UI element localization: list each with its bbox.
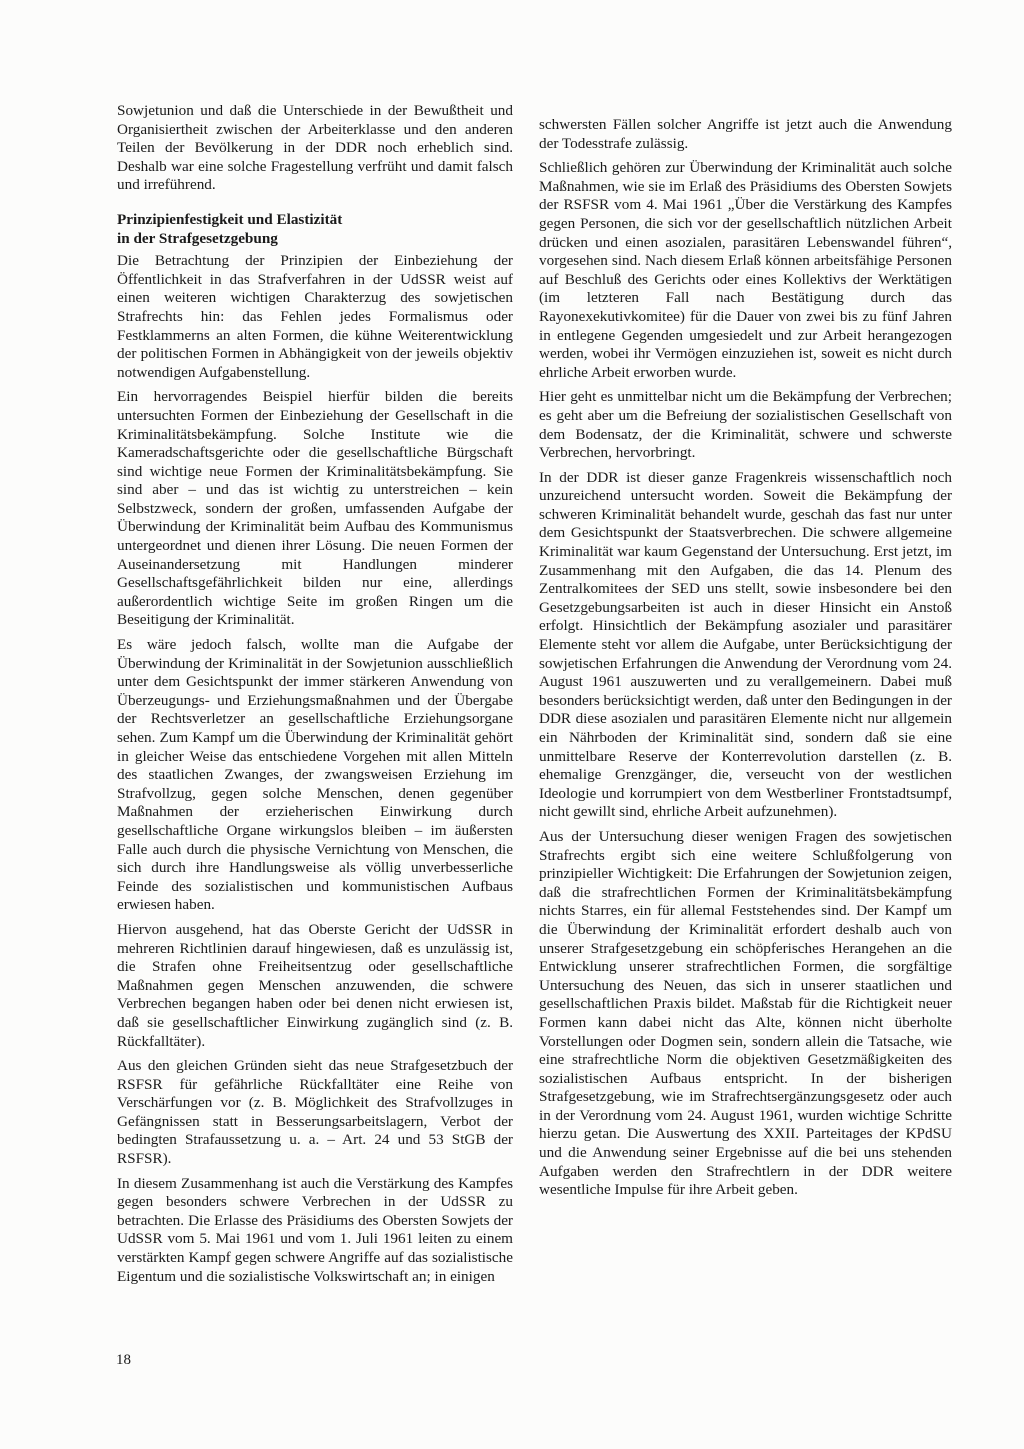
paragraph: Die Betrachtung der Prinzipien der Einbeziehung der Öffentlichkeit in das Strafverfahren in der UdSSR weist auf einen weiteren wichtigen Charakterzug des sowjetischen Strafrechts hin: das Fehlen jedes Formalismus oder Festklammerns an alten Formen, die kühne Weiterentwicklung der politischen Formen in Abhängigkeit von der jeweils objektiv notwendigen Aufgabenstellung. [117, 252, 513, 381]
paragraph: Ein hervorragendes Beispiel hierfür bilden die bereits untersuchten Formen der Einbeziehung der Gesellschaft in die Kriminalitätsbekämpfung. Solche Institute wie die Kameradschaftsgerichte oder die gesellschaftliche Bürgschaft sind wichtige neue Formen der Kriminalitätsbekämpfung. Sie sind aber – und das ist wichtig zu unterstreichen – kein Selbstzweck, sondern der großen, umfassenden Aufgabe der Überwindung der Kriminalität beim Aufbau des Kommunismus untergeordnet und dienen ihrer Lösung. Die neuen Formen der Auseinandersetzung mit Handlungen minderer Gesellschaftsgefährlichkeit bilden nur eine, allerdings außerordentlich wichtige Seite im großen Ringen um die Beseitigung der Kriminalität. [117, 388, 513, 629]
paragraph: Es wäre jedoch falsch, wollte man die Aufgabe der Überwindung der Kriminalität in der Sowjetunion ausschließlich unter dem Gesichtspunkt der immer stärkeren Anwendung von Überzeugungs- und Erziehungsmaßnahmen und der Übergabe der Rechtsverletzer an gesellschaftliche Erziehungsorgane sehen. Zum Kampf um die Überwindung der Kriminalität gehört in gleicher Weise das entschiedene Vorgehen mit allen Mitteln des staatlichen Zwanges, der zwangsweisen Erziehung im Strafvollzug, gegen solche Menschen, denen gegenüber Maßnahmen der erzieherischen Einwirkung durch gesellschaftliche Organe wirkungslos bleiben – im äußersten Falle auch durch die physische Vernichtung von Menschen, die sich durch ihre Handlungsweise als völlig unverbesserliche Feinde des sozialistischen und kommunistischen Aufbaus erwiesen haben. [117, 636, 513, 914]
section-heading-line-1: Prinzipienfestigkeit und Elastizität [117, 210, 343, 228]
paragraph: schwersten Fällen solcher Angriffe ist jetzt auch die Anwendung der Todesstrafe zulässig. [539, 116, 952, 152]
paragraph: Aus der Untersuchung dieser wenigen Fragen des sowjetischen Strafrechts ergibt sich eine weitere Schlußfolgerung von prinzipieller Wichtigkeit: Die Erfahrungen der Sowjetunion zeigen, daß die strafrechtlichen Formen der Kriminalitätsbekämpfung nichts Starres, ein für allemal Feststehendes sind. Der Kampf um die Überwindung der Kriminalität erfordert deshalb auch von unserer Strafgesetzgebung ein schöpferisches Herangehen an die Entwicklung unserer strafrechtlichen Formen, die sorgfältige Untersuchung des Neuen, das sich in unserer staatlichen und gesellschaftlichen Praxis bildet. Maßstab für die Richtigkeit neuer Formen kann dabei nicht das Alte, können nicht überholte Vorstellungen oder Dogmen sein, sondern allein die Tatsache, wie eine strafrechtliche Norm die objektiven Gesetzmäßigkeiten des sozialistischen Aufbaus entspricht. In der bisherigen Strafgesetzgebung, wie im Strafrechtsergänzungsgesetz oder auch in der Verordnung vom 24. August 1961, wurden wichtige Schritte hierzu getan. Die Auswertung des XXII. Parteitages der KPdSU und die Anwendung seiner Ergebnisse auf die bei uns stehenden Aufgaben werden den Strafrechtlern in der DDR weitere wesentliche Impulse für ihre Arbeit geben. [539, 827, 952, 1199]
paragraph: In diesem Zusammenhang ist auch die Verstärkung des Kampfes gegen besonders schwere Verbrechen in der UdSSR zu betrachten. Die Erlasse des Präsidiums des Obersten Sowjets der UdSSR vom 5. Mai 1961 und vom 1. Juli 1961 leiten zu einem verstärkten Kampf gegen schwere Angriffe auf das sozialistische Eigentum und die sozialistische Volkswirtschaft an; in einigen [117, 1174, 513, 1285]
paragraph: In der DDR ist dieser ganze Fragenkreis wissenschaftlich noch unzureichend untersucht worden. Soweit die Bekämpfung der schweren Kriminalität behandelt wurde, geschah das fast nur unter dem Gesichtspunkt der Staatsverbrechen. Die schwere allgemeine Kriminalität war kaum Gegenstand der Untersuchung. Erst jetzt, im Zusammenhang mit den Aufgaben, die das 14. Plenum des Zentralkomitees der SED uns stellt, sowie insbesondere bei den Gesetzgebungsarbeiten ist auch in dieser Hinsicht ein Anstoß erfolgt. Hinsichtlich der Bekämpfung asozialer und parasitärer Elemente steht vor allem die Aufgabe, unter Berücksichtigung der sowjetischen Erfahrungen die Anwendung der Verordnung vom 24. August 1961 auszuwerten und zu verallgemeinern. Dabei muß besonders berücksichtigt werden, daß unter den Bedingungen in der DDR diese asozialen und parasitären Elemente nicht nur allgemein ein Nährboden der Kriminalität sind, sondern daß sie eine unmittelbare Reserve der Konterrevolution darstellen (z. B. ehemalige Grenzgänger, die, verseucht von der westlichen Ideologie und korrumpiert von dem Westberliner Frontstadtsumpf, nicht gewillt sind, ehrliche Arbeit aufzunehmen). [539, 468, 952, 821]
section-heading [117, 211, 513, 248]
left-column [117, 102, 513, 1292]
paragraph: Schließlich gehören zur Überwindung der Kriminalität auch solche Maßnahmen, wie sie im Erlaß des Präsidiums des Obersten Sowjets der RSFSR vom 4. Mai 1961 „Über die Verstärkung des Kampfes gegen Personen, die sich vor der gesellschaftlich nützlichen Arbeit drücken und einen asozialen, parasitären Lebenswandel führen“, vorgesehen sind. Nach diesem Erlaß können arbeitsfähige Personen auf Beschluß des Gerichts oder eines Kollektivs der Werktätigen (im letzteren Fall nach Bestätigung durch das Rayonexekutivkomitee) für die Dauer von zwei bis zu fünf Jahren in entlegene Gegenden umgesiedelt und zur Arbeit herangezogen werden, wobei ihr Vermögen einzuziehen ist, soweit es nicht durch ehrliche Arbeit erworben wurde. [539, 159, 952, 381]
paragraph: Aus den gleichen Gründen sieht das neue Strafgesetzbuch der RSFSR für gefährliche Rückfalltäter eine Reihe von Verschärfungen vor (z. B. Möglichkeit des Strafvollzuges in Gefängnissen statt in Besserungsarbeitslagern, Verbot der bedingten Strafaussetzung u. a. – Art. 24 und 53 StGB der RSFSR). [117, 1057, 513, 1168]
paragraph: Hier geht es unmittelbar nicht um die Bekämpfung der Verbrechen; es geht aber um die Befreiung der sozialistischen Gesellschaft von dem Bodensatz, der die Kriminalität, schwere und schwerste Verbrechen, hervorbringt. [539, 388, 952, 462]
paragraph: Hiervon ausgehend, hat das Oberste Gericht der UdSSR in mehreren Richtlinien darauf hingewiesen, daß es unzulässig ist, die Strafen ohne Freiheitsentzug oder gesellschaftliche Maßnahmen gegen Menschen anzuwenden, die schwere Verbrechen begangen haben oder bei denen nicht erwiesen ist, daß sie gesellschaftlicher Einwirkung zugänglich sind (z. B. Rückfalltäter). [117, 920, 513, 1050]
page-number: 18 [116, 1352, 131, 1368]
section-heading-line-2: in der Strafgesetzgebung [117, 229, 278, 247]
paragraph: Sowjetunion und daß die Unterschiede in der Bewußtheit und Organisiertheit zwischen der Arbeiterklasse und den anderen Teilen der Bevölkerung in der DDR noch erheblich sind. Deshalb war eine solche Fragestellung verfrüht und damit falsch und irreführend. [117, 102, 513, 194]
right-column [539, 116, 952, 1206]
